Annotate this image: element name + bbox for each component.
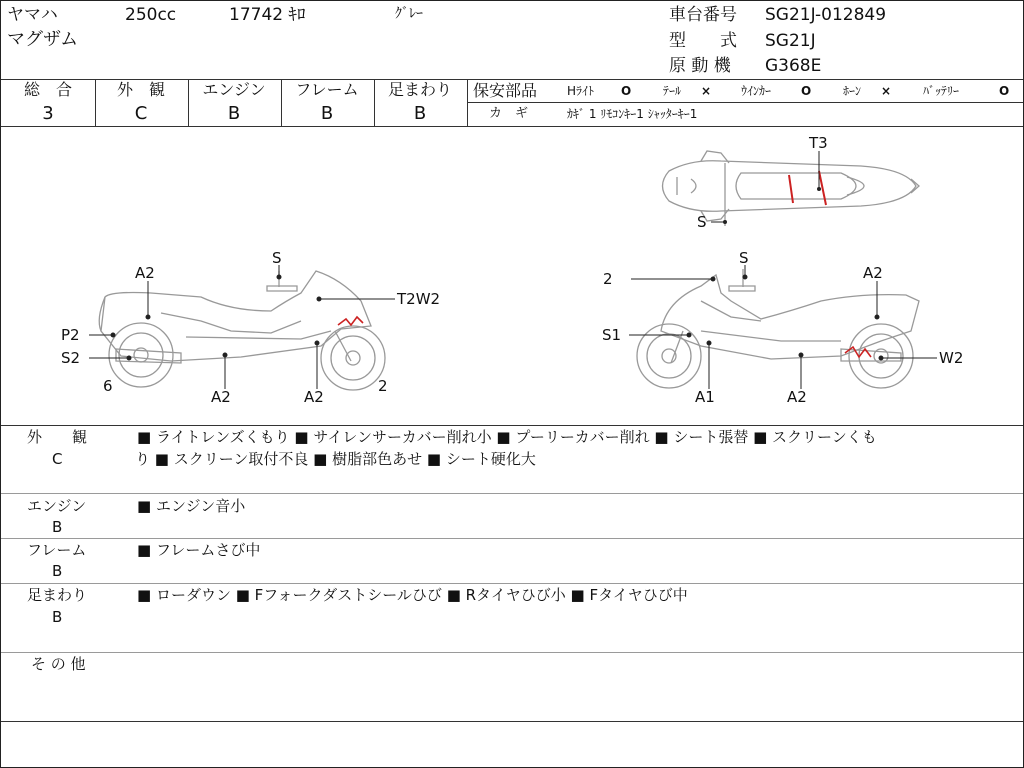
safety-battery-mark: O [999, 84, 1010, 98]
safety-battery: ﾊﾞｯﾃﾘｰ [923, 84, 960, 98]
score-label-frame: フレーム [295, 80, 359, 99]
engine-code: G368E [765, 56, 822, 76]
label-right-a2-top: A2 [863, 264, 883, 282]
label-right-2: 2 [603, 270, 613, 288]
safety-tail-mark: × [701, 84, 712, 98]
remark-suspension-label: 足まわり [27, 586, 88, 604]
score-label-exterior: 外 観 [116, 80, 165, 99]
left-side-view [99, 271, 385, 390]
safety-horn: ﾎｰﾝ [843, 84, 862, 98]
safety-horn-mark: × [881, 84, 892, 98]
label-right-w2: W2 [939, 349, 964, 367]
engine-label: 原 動 機 [669, 56, 731, 76]
model-name: マグザム [7, 29, 79, 50]
model-code-label: 型 式 [669, 31, 737, 51]
label-t3: T3 [809, 134, 828, 152]
score-label-overall: 総 合 [23, 80, 72, 99]
remark-exterior-line1: ■ ライトレンズくもり ■ サイレンサーカバー削れ小 ■ プーリーカバー削れ ■ シート張替 ■ スクリーンくも [137, 428, 877, 446]
remark-engine-grade: B [52, 518, 63, 536]
model-code: SG21J [765, 31, 816, 51]
label-right-s-top: S [739, 249, 749, 267]
mileage: 17742 ｷﾛ [229, 5, 306, 25]
color: ｸﾞﾚｰ [395, 6, 423, 22]
label-right-a1: A1 [695, 388, 715, 406]
label-left-s2: S2 [61, 349, 81, 367]
remark-frame-label: フレーム [27, 541, 87, 559]
safety-winker-mark: O [801, 84, 812, 98]
label-left-6: 6 [103, 377, 113, 395]
safety-tail: ﾃｰﾙ [663, 84, 682, 98]
keys-value: ｶｷﾞ 1 ﾘﾓｺﾝｷｰ1 ｼｬｯﾀｰｷｰ1 [567, 107, 698, 121]
frame-no: SG21J-012849 [765, 5, 887, 25]
label-left-t2w2: T2W2 [397, 290, 441, 308]
score-label-suspension: 足まわり [387, 80, 452, 99]
score-suspension: B [413, 103, 427, 124]
score-label-engine: エンジン [202, 80, 266, 99]
remark-exterior-line2: り ■ スクリーン取付不良 ■ 樹脂部色あせ ■ シート硬化大 [135, 450, 536, 468]
label-top-s: S [697, 213, 707, 231]
score-frame: B [320, 103, 334, 124]
score-exterior: C [134, 103, 148, 124]
damage-diagram [1, 127, 1023, 425]
remark-suspension-grade: B [52, 608, 63, 626]
score-overall: 3 [42, 103, 54, 124]
remark-frame-grade: B [52, 562, 63, 580]
label-left-2: 2 [378, 377, 388, 395]
remark-engine-label: エンジン [27, 497, 87, 515]
label-left-a2-top: A2 [135, 264, 155, 282]
remark-exterior-label: 外 観 [27, 428, 88, 446]
label-left-a2-bottom1: A2 [211, 388, 231, 406]
safety-label: 保安部品 [473, 81, 538, 100]
remark-frame-line1: ■ フレームさび中 [137, 541, 261, 559]
safety-winker: ｳｲﾝｶｰ [741, 84, 772, 98]
score-engine: B [227, 103, 241, 124]
remark-exterior-grade: C [52, 450, 63, 468]
label-left-p2: P2 [61, 326, 80, 344]
safety-headlight-mark: O [621, 84, 632, 98]
remark-suspension-line1: ■ ローダウン ■ Fフォークダストシールひび ■ Rタイヤひび小 ■ Fタイヤひび中 [137, 586, 688, 604]
frame-no-label: 車台番号 [669, 5, 737, 25]
remark-engine-line1: ■ エンジン音小 [137, 497, 246, 515]
label-left-a2-bottom2: A2 [304, 388, 324, 406]
safety-headlight: Hﾗｲﾄ [567, 84, 595, 98]
label-right-a2-bottom: A2 [787, 388, 807, 406]
maker: ヤマハ [7, 5, 58, 25]
displacement: 250cc [125, 5, 177, 25]
remark-other-label: そ の 他 [31, 655, 86, 673]
keys-label: カ ギ [489, 106, 529, 121]
label-right-s1: S1 [602, 326, 622, 344]
label-left-s-top: S [272, 249, 282, 267]
